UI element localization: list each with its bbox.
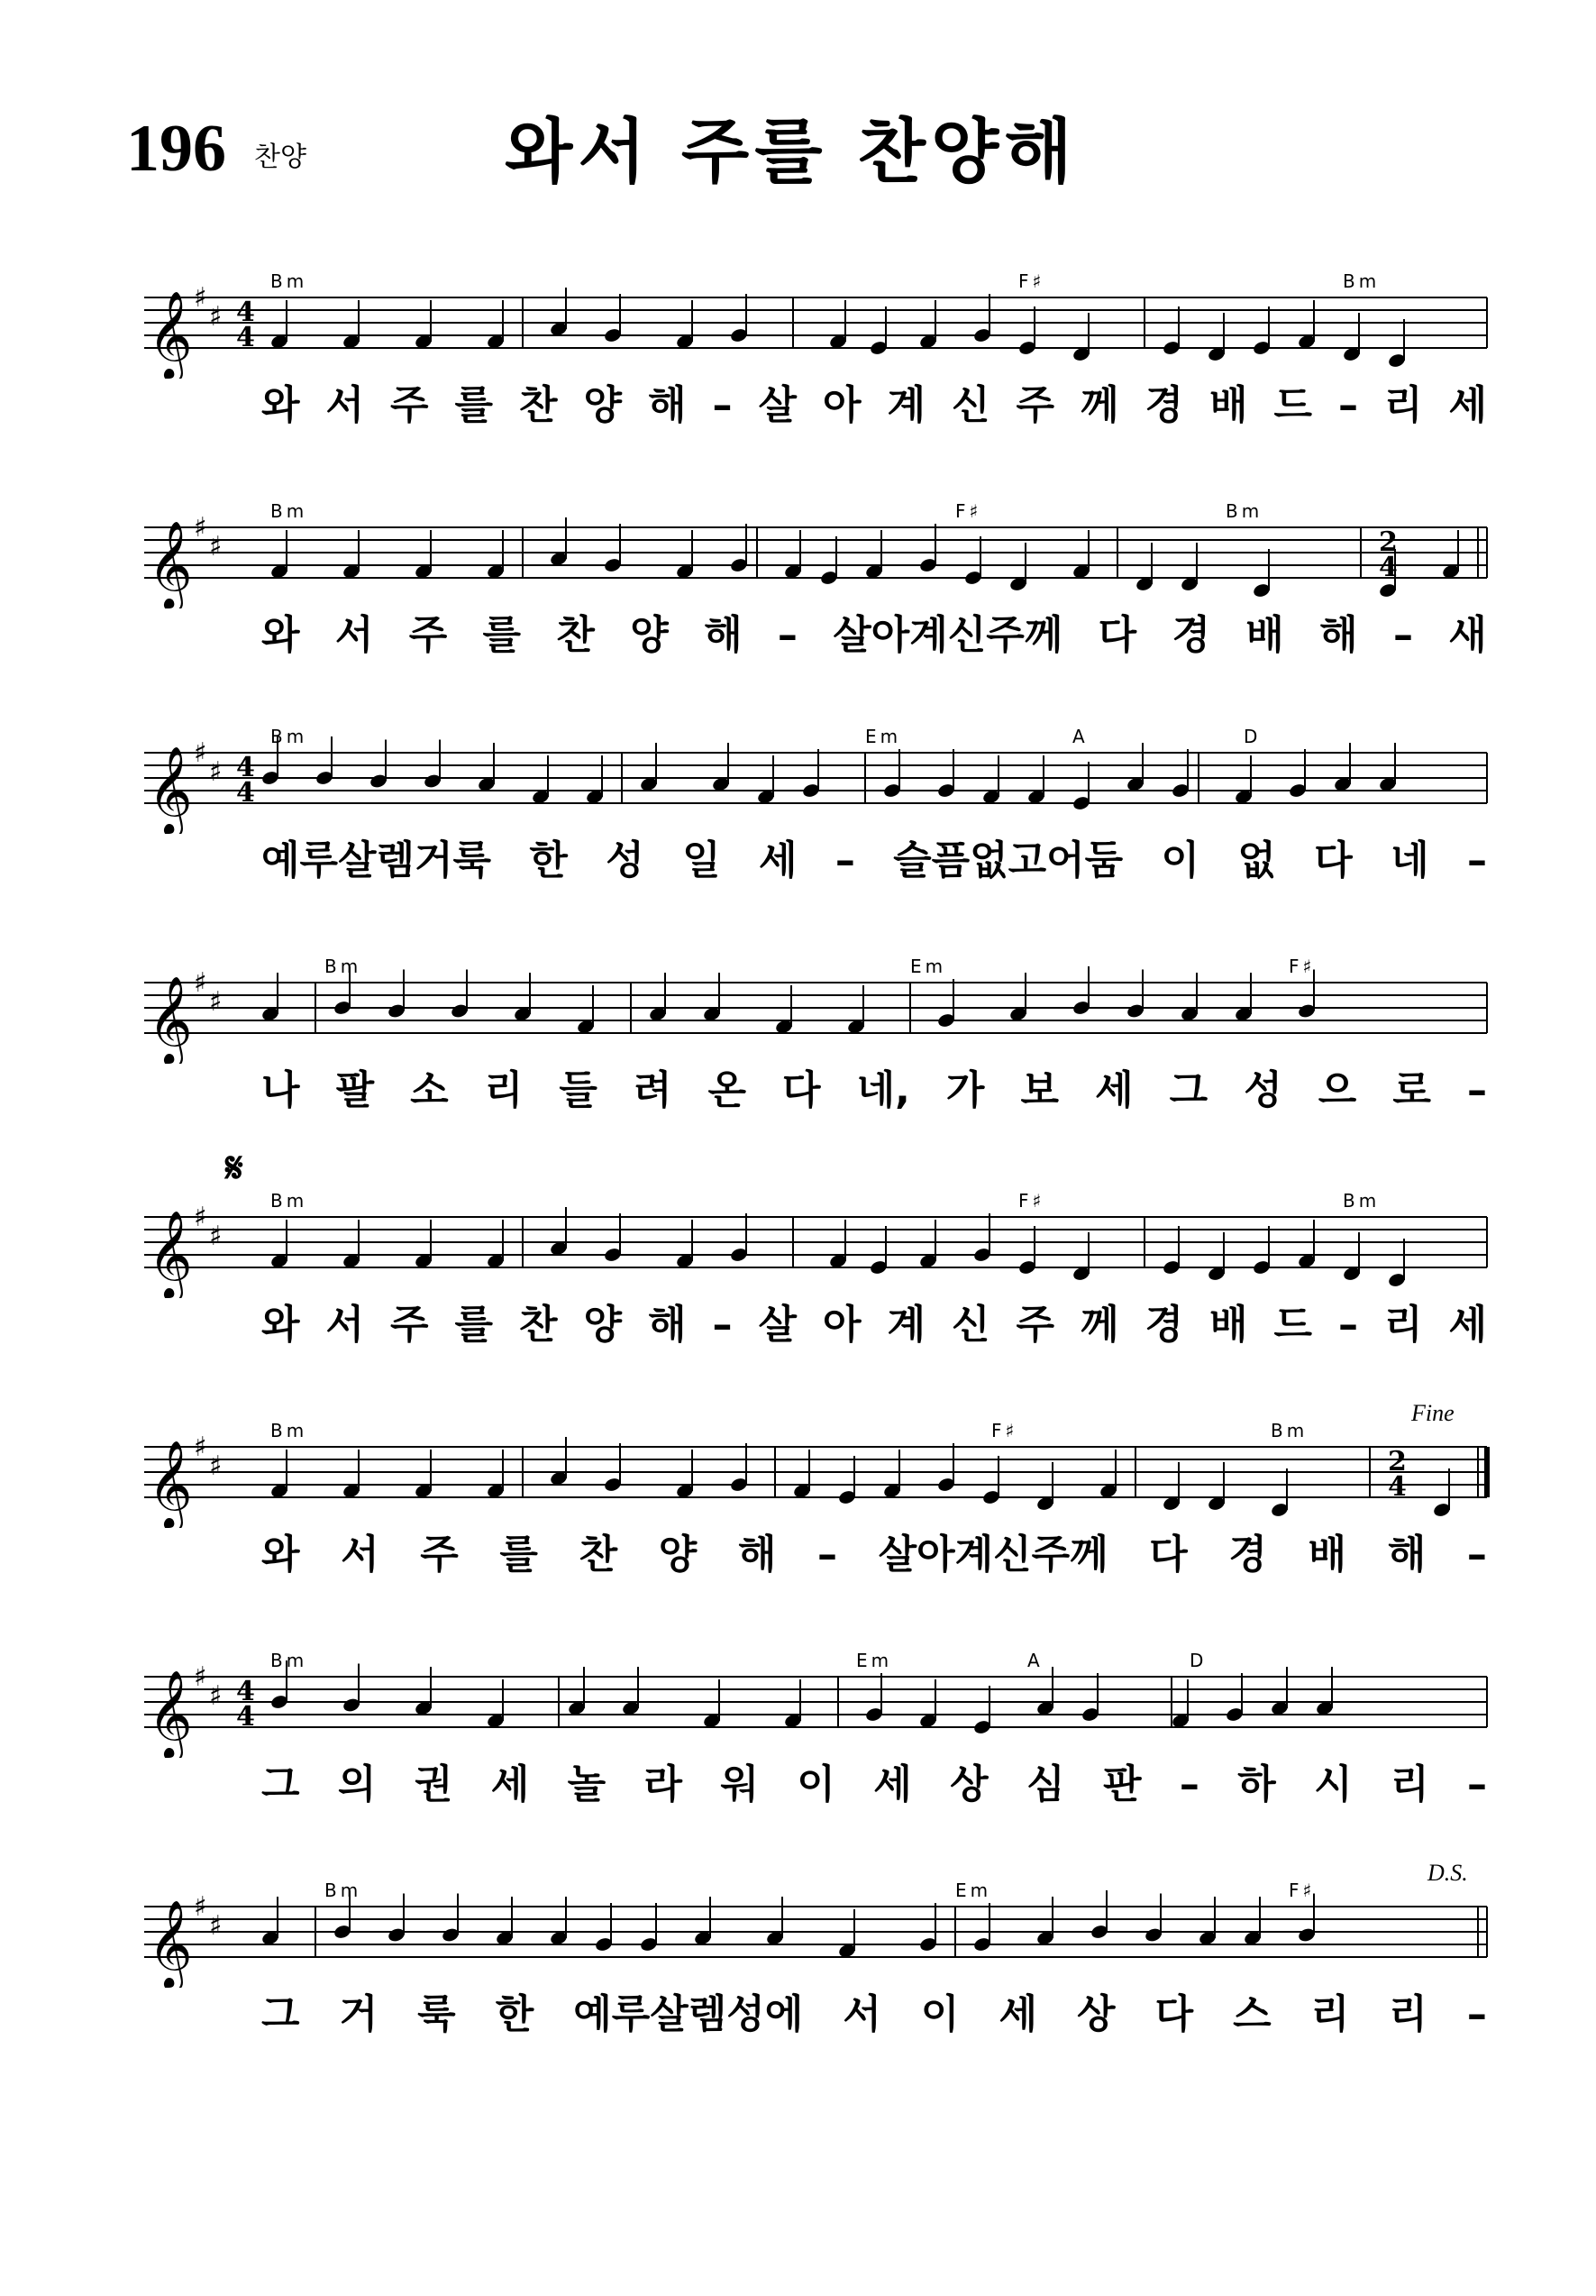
time-signature-denominator: 4 [1388,1471,1407,1503]
chord-label: Bm [270,1190,308,1212]
lyric-syllable: 주 [408,612,448,658]
treble-clef-icon: 𝄞 [148,1899,193,1988]
treble-clef-icon: 𝄞 [148,746,193,834]
lyric-syllable: – [1466,1067,1487,1113]
sharp-icon: ♯ [194,512,207,544]
lyric-syllable: 권 [414,1761,453,1807]
lyric-syllable: 살아계신주께 [833,612,1063,658]
lyric-syllable: 드 [1273,1302,1312,1348]
treble-clef-icon: 𝄞 [148,290,193,379]
time-signature-numerator: 4 [236,297,255,328]
lyric-syllable: 주 [390,1302,429,1348]
lyrics-line [261,1761,1487,1807]
time-signature-numerator: 2 [1379,526,1398,558]
sharp-icon: ♯ [194,1661,207,1693]
lyric-syllable: 해 [704,612,743,658]
lyric-syllable: 려 [633,1067,672,1113]
lyric-syllable: 일 [682,837,721,883]
lyric-syllable: 해 [1319,612,1358,658]
lyric-syllable: 께 [1080,1302,1119,1348]
lyric-syllable: 그 [261,1991,300,2037]
lyric-syllable: 양 [658,1532,698,1578]
sharp-icon: ♯ [194,1432,207,1463]
chord-label: A [1027,1650,1044,1671]
sharp-icon: ♯ [194,967,207,999]
lyrics-line [261,612,1487,658]
lyric-syllable: 다 [1154,1991,1194,2037]
lyric-syllable: 와 [261,382,300,428]
lyric-syllable: 찬 [579,1532,618,1578]
chord-label: Bm [270,270,308,292]
lyric-syllable: 소 [410,1067,449,1113]
chord-label: Bm [1226,500,1263,522]
sharp-icon: ♯ [209,1680,223,1712]
lyric-syllable: 리 [1391,1761,1429,1807]
lyric-syllable: – [777,612,798,658]
lyric-syllable: 놀 [567,1761,606,1807]
chord-label: Em [955,1880,992,1901]
staff [0,1880,1596,1988]
chord-label: Bm [270,1420,308,1441]
lyric-syllable: 온 [707,1067,746,1113]
lyric-syllable: 아 [822,1302,862,1348]
lyric-syllable: 해 [648,382,687,428]
chord-label: Bm [324,1880,362,1901]
chord-label: F♯ [1289,956,1316,977]
lyric-syllable: 해 [737,1532,777,1578]
hymn-number: 196 [126,112,226,186]
chord-label: Bm [270,500,308,522]
lyric-syllable: 한 [529,837,568,883]
sharp-icon: ♯ [209,1910,223,1942]
lyric-syllable: 네, [856,1067,910,1113]
lyrics-line [261,837,1487,883]
lyric-syllable: 심 [1026,1761,1065,1807]
lyric-syllable: 서 [325,382,365,428]
lyric-syllable: – [816,1532,837,1578]
sharp-icon: ♯ [194,1891,207,1923]
lyric-syllable: 으 [1318,1067,1357,1113]
lyric-syllable: 의 [337,1761,377,1807]
treble-clef-icon: 𝄞 [148,975,193,1064]
lyric-syllable: 성 [606,837,644,883]
music-system [0,1650,1596,1893]
lyric-syllable: 서 [843,1991,881,2037]
lyric-syllable: 배 [1208,1302,1248,1348]
lyric-syllable: 상 [1077,1991,1116,2037]
lyric-syllable: 들 [559,1067,597,1113]
lyric-syllable: – [1466,1532,1487,1578]
treble-clef-icon: 𝄞 [148,1440,193,1528]
lyric-syllable: 경 [1145,382,1183,428]
lyric-syllable: 양 [583,382,623,428]
lyric-syllable: 로 [1392,1067,1431,1113]
lyric-syllable: – [1466,837,1487,883]
lyric-syllable: 와 [261,612,300,658]
lyric-syllable: 배 [1245,612,1284,658]
lyric-syllable: – [1466,1991,1487,2037]
music-system [0,1400,1596,1663]
chord-label: A [1072,726,1089,747]
lyric-syllable: 를 [499,1532,538,1578]
lyric-syllable: 다 [1149,1532,1188,1578]
chord-label: Bm [324,956,362,977]
lyric-syllable: 경 [1145,1302,1183,1348]
lyric-syllable: 께 [1080,382,1119,428]
chord-label: F♯ [1289,1880,1316,1901]
lyric-syllable: 보 [1020,1067,1059,1113]
lyric-syllable: 워 [720,1761,759,1807]
lyric-syllable: 리 [1383,382,1423,428]
lyric-syllable: 성 [1244,1067,1282,1113]
lyric-syllable: 주 [1016,1302,1054,1348]
lyric-syllable: 를 [482,612,522,658]
lyric-syllable: 해 [648,1302,687,1348]
lyrics-line [261,1532,1487,1578]
lyric-syllable: 가 [945,1067,985,1113]
music-system [0,1143,1596,1433]
chord-label: F♯ [1018,270,1045,292]
chord-label: F♯ [955,500,982,522]
lyric-syllable: 살아계신주께 [878,1532,1108,1578]
lyric-syllable: 찬 [519,1302,558,1348]
lyric-syllable: 찬 [556,612,595,658]
sharp-icon: ♯ [209,986,223,1018]
time-signature-denominator: 4 [1379,552,1398,583]
lyric-syllable: 스 [1233,1991,1272,2037]
lyric-syllable: 세 [1095,1067,1134,1113]
lyric-syllable: 다 [782,1067,821,1113]
lyric-syllable: 리 [1383,1302,1423,1348]
sharp-icon: ♯ [194,282,207,314]
lyric-syllable: 세 [758,837,798,883]
lyric-syllable: 새 [1448,612,1487,658]
lyric-syllable: – [1392,612,1413,658]
time-signature-denominator: 4 [236,777,255,809]
sharp-icon: ♯ [209,301,223,333]
treble-clef-icon: 𝄞 [148,1669,193,1758]
lyric-syllable: – [1337,1302,1358,1348]
lyric-syllable: 주 [1016,382,1054,428]
lyric-syllable: 양 [630,612,669,658]
staff [0,1650,1596,1758]
hymn-category: 찬양 [254,142,306,173]
lyric-syllable: 룩 [417,1991,456,2037]
lyric-syllable: 그 [1169,1067,1208,1113]
staff [0,726,1596,834]
music-system [0,270,1596,514]
lyric-syllable: 리 [484,1067,524,1113]
lyric-syllable: 계 [887,382,926,428]
time-signature-denominator: 4 [236,322,255,353]
chord-label: Em [910,956,947,977]
lyric-syllable: 판 [1102,1761,1142,1807]
lyric-syllable: 주 [390,382,429,428]
lyric-syllable: 서 [334,612,374,658]
chord-label: F♯ [991,1420,1018,1441]
lyric-syllable: 배 [1308,1532,1347,1578]
staff [0,500,1596,608]
lyric-syllable: 살 [758,382,797,428]
time-signature-denominator: 4 [236,1701,255,1733]
chord-label: D [1190,1650,1208,1671]
lyric-syllable: 를 [454,382,494,428]
lyric-syllable: 계 [887,1302,926,1348]
music-system [0,726,1596,969]
lyric-syllable: 다 [1314,837,1353,883]
sharp-icon: ♯ [209,531,223,563]
treble-clef-icon: 𝄞 [148,1210,193,1298]
lyric-syllable: 거 [339,1991,378,2037]
lyric-syllable: 서 [341,1532,379,1578]
lyric-syllable: – [1337,382,1358,428]
lyrics-line [261,382,1487,428]
sharp-icon: ♯ [194,737,207,769]
lyric-syllable: 없 [1237,837,1276,883]
lyric-syllable: 리 [1389,1991,1427,2037]
lyric-syllable: 배 [1208,382,1248,428]
lyric-syllable: – [1466,1761,1487,1807]
chord-label: Bm [270,1650,308,1671]
lyric-syllable: 나 [261,1067,300,1113]
chord-label: Bm [1271,1420,1309,1441]
sharp-icon: ♯ [194,1202,207,1233]
lyric-syllable: 신 [951,382,990,428]
lyric-syllable: 이 [920,1991,960,2037]
lyric-syllable: – [834,837,855,883]
lyric-syllable: 네 [1391,837,1429,883]
lyric-syllable: – [712,382,733,428]
lyric-syllable: 해 [1387,1532,1427,1578]
music-system [0,500,1596,744]
lyric-syllable: – [712,1302,733,1348]
lyric-syllable: 라 [643,1761,683,1807]
lyric-syllable: 세 [999,1991,1037,2037]
segno-icon: 𝄋 [225,1143,243,1192]
lyric-syllable: 살 [758,1302,797,1348]
lyric-syllable: 하 [1237,1761,1276,1807]
lyric-syllable: 그 [261,1761,300,1807]
lyric-syllable: 세 [1448,1302,1487,1348]
lyric-syllable: 아 [822,382,862,428]
fine-marking: Fine [1411,1400,1455,1426]
lyric-syllable: 예루살렘성에 [573,1991,804,2037]
lyrics-line [261,1991,1487,2037]
page-header [0,0,1596,234]
chord-label: D [1244,726,1262,747]
lyric-syllable: 다 [1098,612,1137,658]
treble-clef-icon: 𝄞 [148,520,193,608]
lyric-syllable: 찬 [519,382,558,428]
lyric-syllable: 세 [873,1761,912,1807]
lyric-syllable: 한 [495,1991,534,2037]
time-signature-numerator: 4 [236,752,255,783]
lyric-syllable: 신 [951,1302,990,1348]
chord-label: Bm [270,726,308,747]
lyric-syllable: 경 [1172,612,1210,658]
lyric-syllable: 서 [325,1302,365,1348]
lyric-syllable: 세 [1448,382,1487,428]
time-signature-numerator: 2 [1388,1446,1407,1477]
lyric-syllable: 시 [1314,1761,1353,1807]
lyric-syllable: 슬픔없고어둠 [893,837,1124,883]
sharp-icon: ♯ [209,1450,223,1482]
lyric-syllable: – [1179,1761,1199,1807]
lyric-syllable: 와 [261,1532,300,1578]
lyric-syllable: 상 [950,1761,989,1807]
lyrics-line [261,1302,1487,1348]
ds-marking: D.S. [1427,1860,1468,1886]
hymn-title: 와서 주를 찬양해 [505,112,1078,193]
time-signature-numerator: 4 [236,1676,255,1707]
lyric-syllable: 이 [797,1761,835,1807]
lyric-syllable: 팔 [335,1067,375,1113]
lyric-syllable: 리 [1310,1991,1350,2037]
lyric-syllable: 양 [583,1302,623,1348]
sharp-icon: ♯ [209,1221,223,1252]
chord-label: F♯ [1018,1190,1045,1212]
lyric-syllable: 이 [1161,837,1200,883]
sharp-icon: ♯ [209,756,223,788]
lyric-syllable: 주 [420,1532,459,1578]
lyric-syllable: 경 [1228,1532,1267,1578]
lyric-syllable: 드 [1273,382,1312,428]
lyric-syllable: 를 [454,1302,494,1348]
staff [0,956,1596,1064]
music-system [0,1860,1596,2123]
chord-label: Bm [1343,1190,1381,1212]
staff [0,1420,1596,1528]
lyric-syllable: 예루살렘거룩 [261,837,492,883]
lyrics-line [261,1067,1487,1113]
lyric-syllable: 와 [261,1302,300,1348]
lyric-syllable: 세 [490,1761,530,1807]
chord-label: Em [865,726,902,747]
chord-label: Bm [1343,270,1381,292]
chord-label: Em [856,1650,893,1671]
